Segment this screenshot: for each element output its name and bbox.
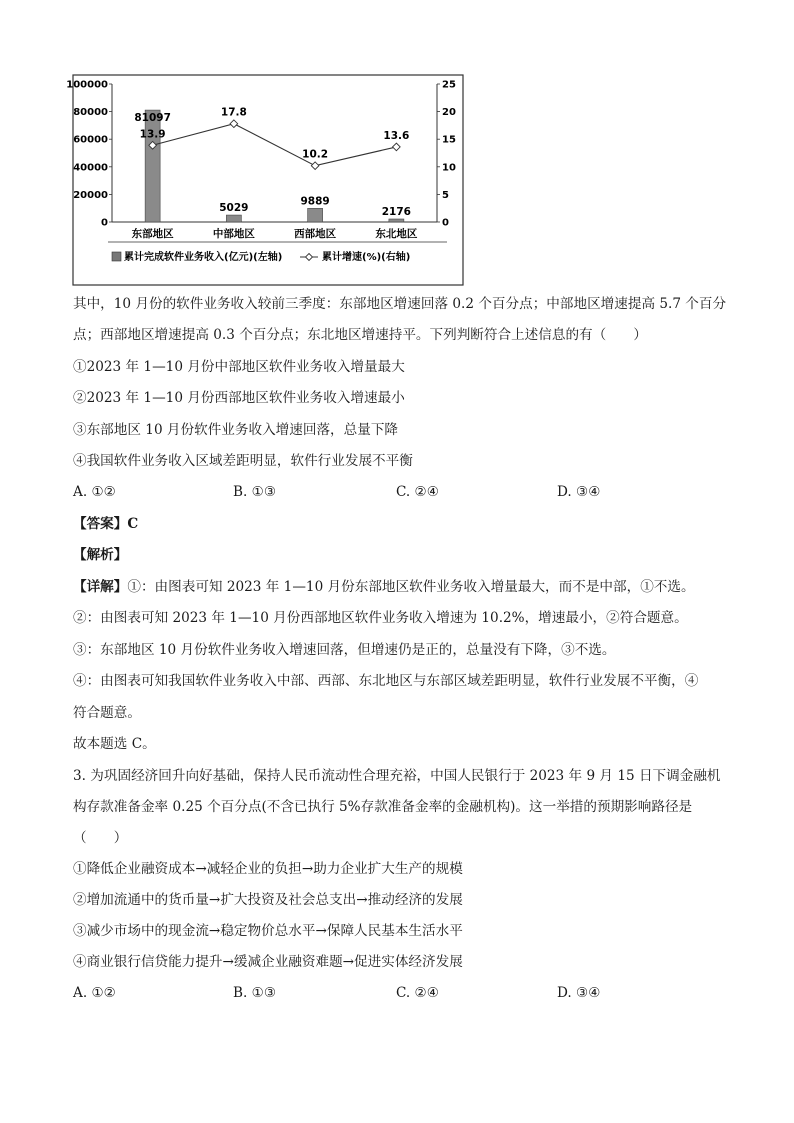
- line-value-label: 13.9: [139, 128, 166, 141]
- detail-text-1: ①：由图表可知 2023 年 1—10 月份东部地区软件业务收入增量最大，而不是中部，①不选。: [127, 579, 695, 595]
- right-tick-label: 25: [442, 79, 456, 91]
- line-value-label: 10.2: [302, 148, 329, 161]
- bar-value-label: 9889: [300, 195, 330, 208]
- q3-statement-4: ④商业银行信贷能力提升→缓减企业融资难题→促进实体经济发展: [73, 954, 463, 970]
- q2-option-b: B. ①③: [233, 484, 277, 500]
- intro-line-2: 点；西部地区增速提高 0.3 个百分点；东北地区增速持平。下列判断符合上述信息的有（ ）: [73, 327, 648, 343]
- analysis-label: 【解析】: [73, 547, 128, 563]
- detail-line-3: ③：东部地区 10 月份软件业务收入增速回落，但增速仍是正的，总量没有下降，③不选。: [73, 642, 616, 658]
- bar-value-label: 2176: [381, 205, 411, 218]
- detail-line-4a: ④：由图表可知我国软件业务收入中部、西部、东北地区与东部区域差距明显，软件行业发展不平衡，④: [73, 673, 699, 689]
- q3-statement-3: ③减少市场中的现金流→稳定物价总水平→保障人民基本生活水平: [73, 923, 463, 939]
- bar-2: [226, 215, 241, 222]
- q3-stem-2: 构存款准备金率 0.25 个百分点(不含已执行 5%存款准备金率的金融机构)。这一举措的预期影响路径是: [73, 799, 693, 815]
- category-label: 东北地区: [375, 228, 418, 240]
- bar-value-label: 5029: [219, 202, 249, 215]
- software-revenue-chart: [66, 74, 464, 286]
- q2-statement-1: ①2023 年 1—10 月份中部地区软件业务收入增量最大: [73, 359, 405, 375]
- right-tick-label: 15: [442, 134, 456, 146]
- detail-line-1: [73, 577, 695, 597]
- category-label: 东部地区: [131, 228, 174, 240]
- bar-1: [145, 110, 160, 222]
- left-tick-label: 0: [101, 217, 108, 229]
- q3-statement-2: ②增加流通中的货币量→扩大投资及社会总支出→推动经济的发展: [73, 892, 463, 908]
- q3-option-d: D. ③④: [557, 985, 601, 1001]
- detail-line-4b: 符合题意。: [73, 705, 141, 721]
- legend-bar-swatch: [112, 252, 121, 261]
- intro-line-1: 其中，10 月份的软件业务收入较前三季度：东部地区增速回落 0.2 个百分点；中部地区增速提高 5.7 个百分: [73, 296, 727, 312]
- conclusion: 故本题选 C。: [73, 736, 156, 752]
- q3-option-a: A. ①②: [73, 985, 116, 1001]
- left-tick-label: 20000: [73, 189, 108, 201]
- category-label: 西部地区: [294, 228, 337, 240]
- right-tick-label: 10: [442, 162, 456, 174]
- bar-4: [389, 219, 404, 222]
- legend-bar-label: 累计完成软件业务收入(亿元)(左轴): [124, 252, 283, 263]
- left-tick-label: 40000: [73, 162, 108, 174]
- q2-statement-2: ②2023 年 1—10 月份西部地区软件业务收入增速最小: [73, 390, 405, 406]
- q3-statement-1: ①降低企业融资成本→减轻企业的负担→助力企业扩大生产的规模: [73, 861, 463, 877]
- left-tick-label: 80000: [73, 107, 108, 119]
- q3-stem-3: （ ）: [73, 830, 128, 846]
- category-label: 中部地区: [212, 228, 255, 240]
- bar-3: [308, 208, 323, 222]
- q2-option-d: D. ③④: [557, 484, 601, 500]
- line-value-label: 13.6: [383, 129, 410, 142]
- answer-label: 【答案】C: [73, 516, 139, 532]
- q2-statement-3: ③东部地区 10 月份软件业务收入增速回落，总量下降: [73, 422, 399, 438]
- right-tick-label: 0: [442, 217, 449, 229]
- bar-value-label: 81097: [134, 112, 171, 125]
- detail-label: 【详解】: [73, 579, 128, 595]
- q2-statement-4: ④我国软件业务收入区域差距明显，软件行业发展不平衡: [73, 453, 413, 469]
- left-tick-label: 100000: [66, 79, 108, 91]
- chart-svg: [66, 74, 464, 286]
- legend-line-label: 累计增速(%)(右轴): [322, 252, 411, 263]
- right-tick-label: 5: [442, 189, 449, 201]
- q3-stem-1: 3. 为巩固经济回升向好基础，保持人民币流动性合理充裕，中国人民银行于 2023 年 9 月 15 日下调金融机: [73, 768, 721, 784]
- q2-option-a: A. ①②: [73, 484, 116, 500]
- q2-option-c: C. ②④: [396, 484, 439, 500]
- q3-option-b: B. ①③: [233, 985, 277, 1001]
- right-tick-label: 20: [442, 107, 456, 119]
- line-value-label: 17.8: [220, 106, 247, 119]
- q3-option-c: C. ②④: [396, 985, 439, 1001]
- left-tick-label: 60000: [73, 134, 108, 146]
- detail-line-2: ②：由图表可知 2023 年 1—10 月份西部地区软件业务收入增速为 10.2%，增速最小，②符合题意。: [73, 610, 688, 626]
